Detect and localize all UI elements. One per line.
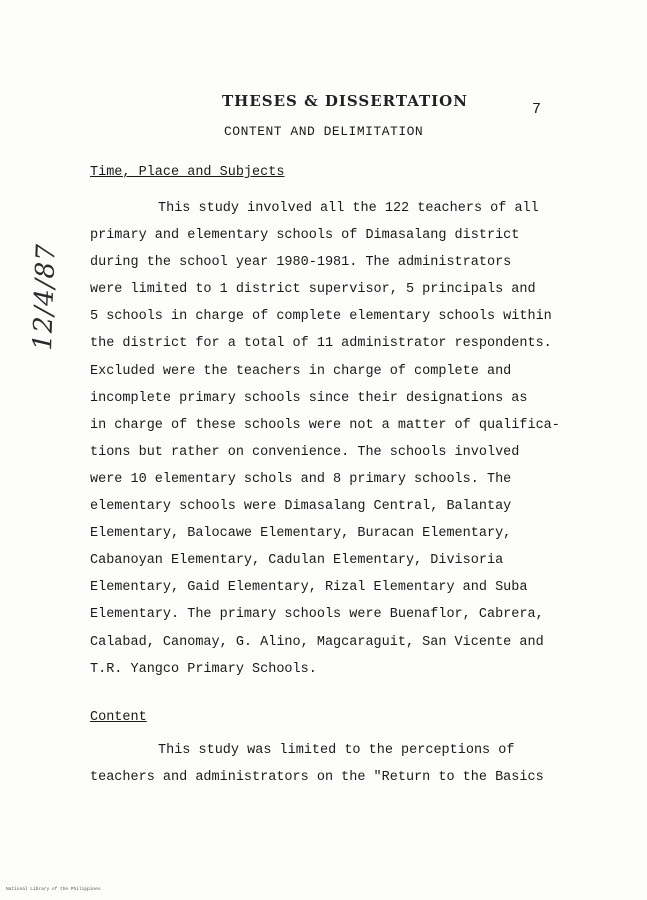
text-line: Calabad, Canomay, G. Alino, Magcaraguit, San Vicente and bbox=[90, 634, 544, 650]
handwritten-margin-note: 12/4/87 bbox=[28, 242, 62, 352]
text-line: primary and elementary schools of Dimasalang district bbox=[90, 228, 520, 244]
text-line: during the school year 1980-1981. The administrators bbox=[90, 255, 512, 271]
text-line: were 10 elementary schols and 8 primary schools. The bbox=[90, 471, 512, 487]
paragraph-content bbox=[90, 737, 590, 791]
text-line: were limited to 1 district supervisor, 5 principals and bbox=[90, 282, 536, 298]
text-line: T.R. Yangco Primary Schools. bbox=[90, 661, 317, 677]
paragraph-time-place-subjects bbox=[90, 195, 590, 683]
text-line: the district for a total of 11 administrator respondents. bbox=[90, 336, 552, 352]
page-heading: CONTENT AND DELIMITATION bbox=[224, 124, 424, 139]
section-title-time-place-subjects: Time, Place and Subjects bbox=[90, 165, 285, 180]
text-line: Excluded were the teachers in charge of complete and bbox=[90, 363, 512, 379]
text-line: This study was limited to the perceptions of bbox=[158, 743, 515, 758]
section-title-content: Content bbox=[90, 710, 147, 725]
text-line: Cabanoyan Elementary, Cadulan Elementary, Divisoria bbox=[90, 553, 504, 569]
text-line: 5 schools in charge of complete elementary schools within bbox=[90, 309, 552, 325]
text-line: Elementary, Gaid Elementary, Rizal Elementary and Suba bbox=[90, 580, 528, 596]
text-line: incomplete primary schools since their designations as bbox=[90, 390, 528, 406]
footer-credit: National Library of the Philippines bbox=[6, 887, 101, 892]
text-line: in charge of these schools were not a matter of qualifica- bbox=[90, 417, 560, 433]
text-line: This study involved all the 122 teachers of all bbox=[158, 201, 539, 216]
text-line: tions but rather on convenience. The schools involved bbox=[90, 444, 520, 460]
text-line: teachers and administrators on the "Return to the Basics bbox=[90, 770, 544, 786]
page-number: 7 bbox=[532, 101, 542, 118]
text-line: Elementary, Balocawe Elementary, Buracan Elementary, bbox=[90, 526, 512, 542]
theses-stamp: THESES & DISSERTATION bbox=[222, 92, 468, 110]
text-line: Elementary. The primary schools were Buenaflor, Cabrera, bbox=[90, 607, 544, 623]
text-line: elementary schools were Dimasalang Central, Balantay bbox=[90, 499, 512, 515]
